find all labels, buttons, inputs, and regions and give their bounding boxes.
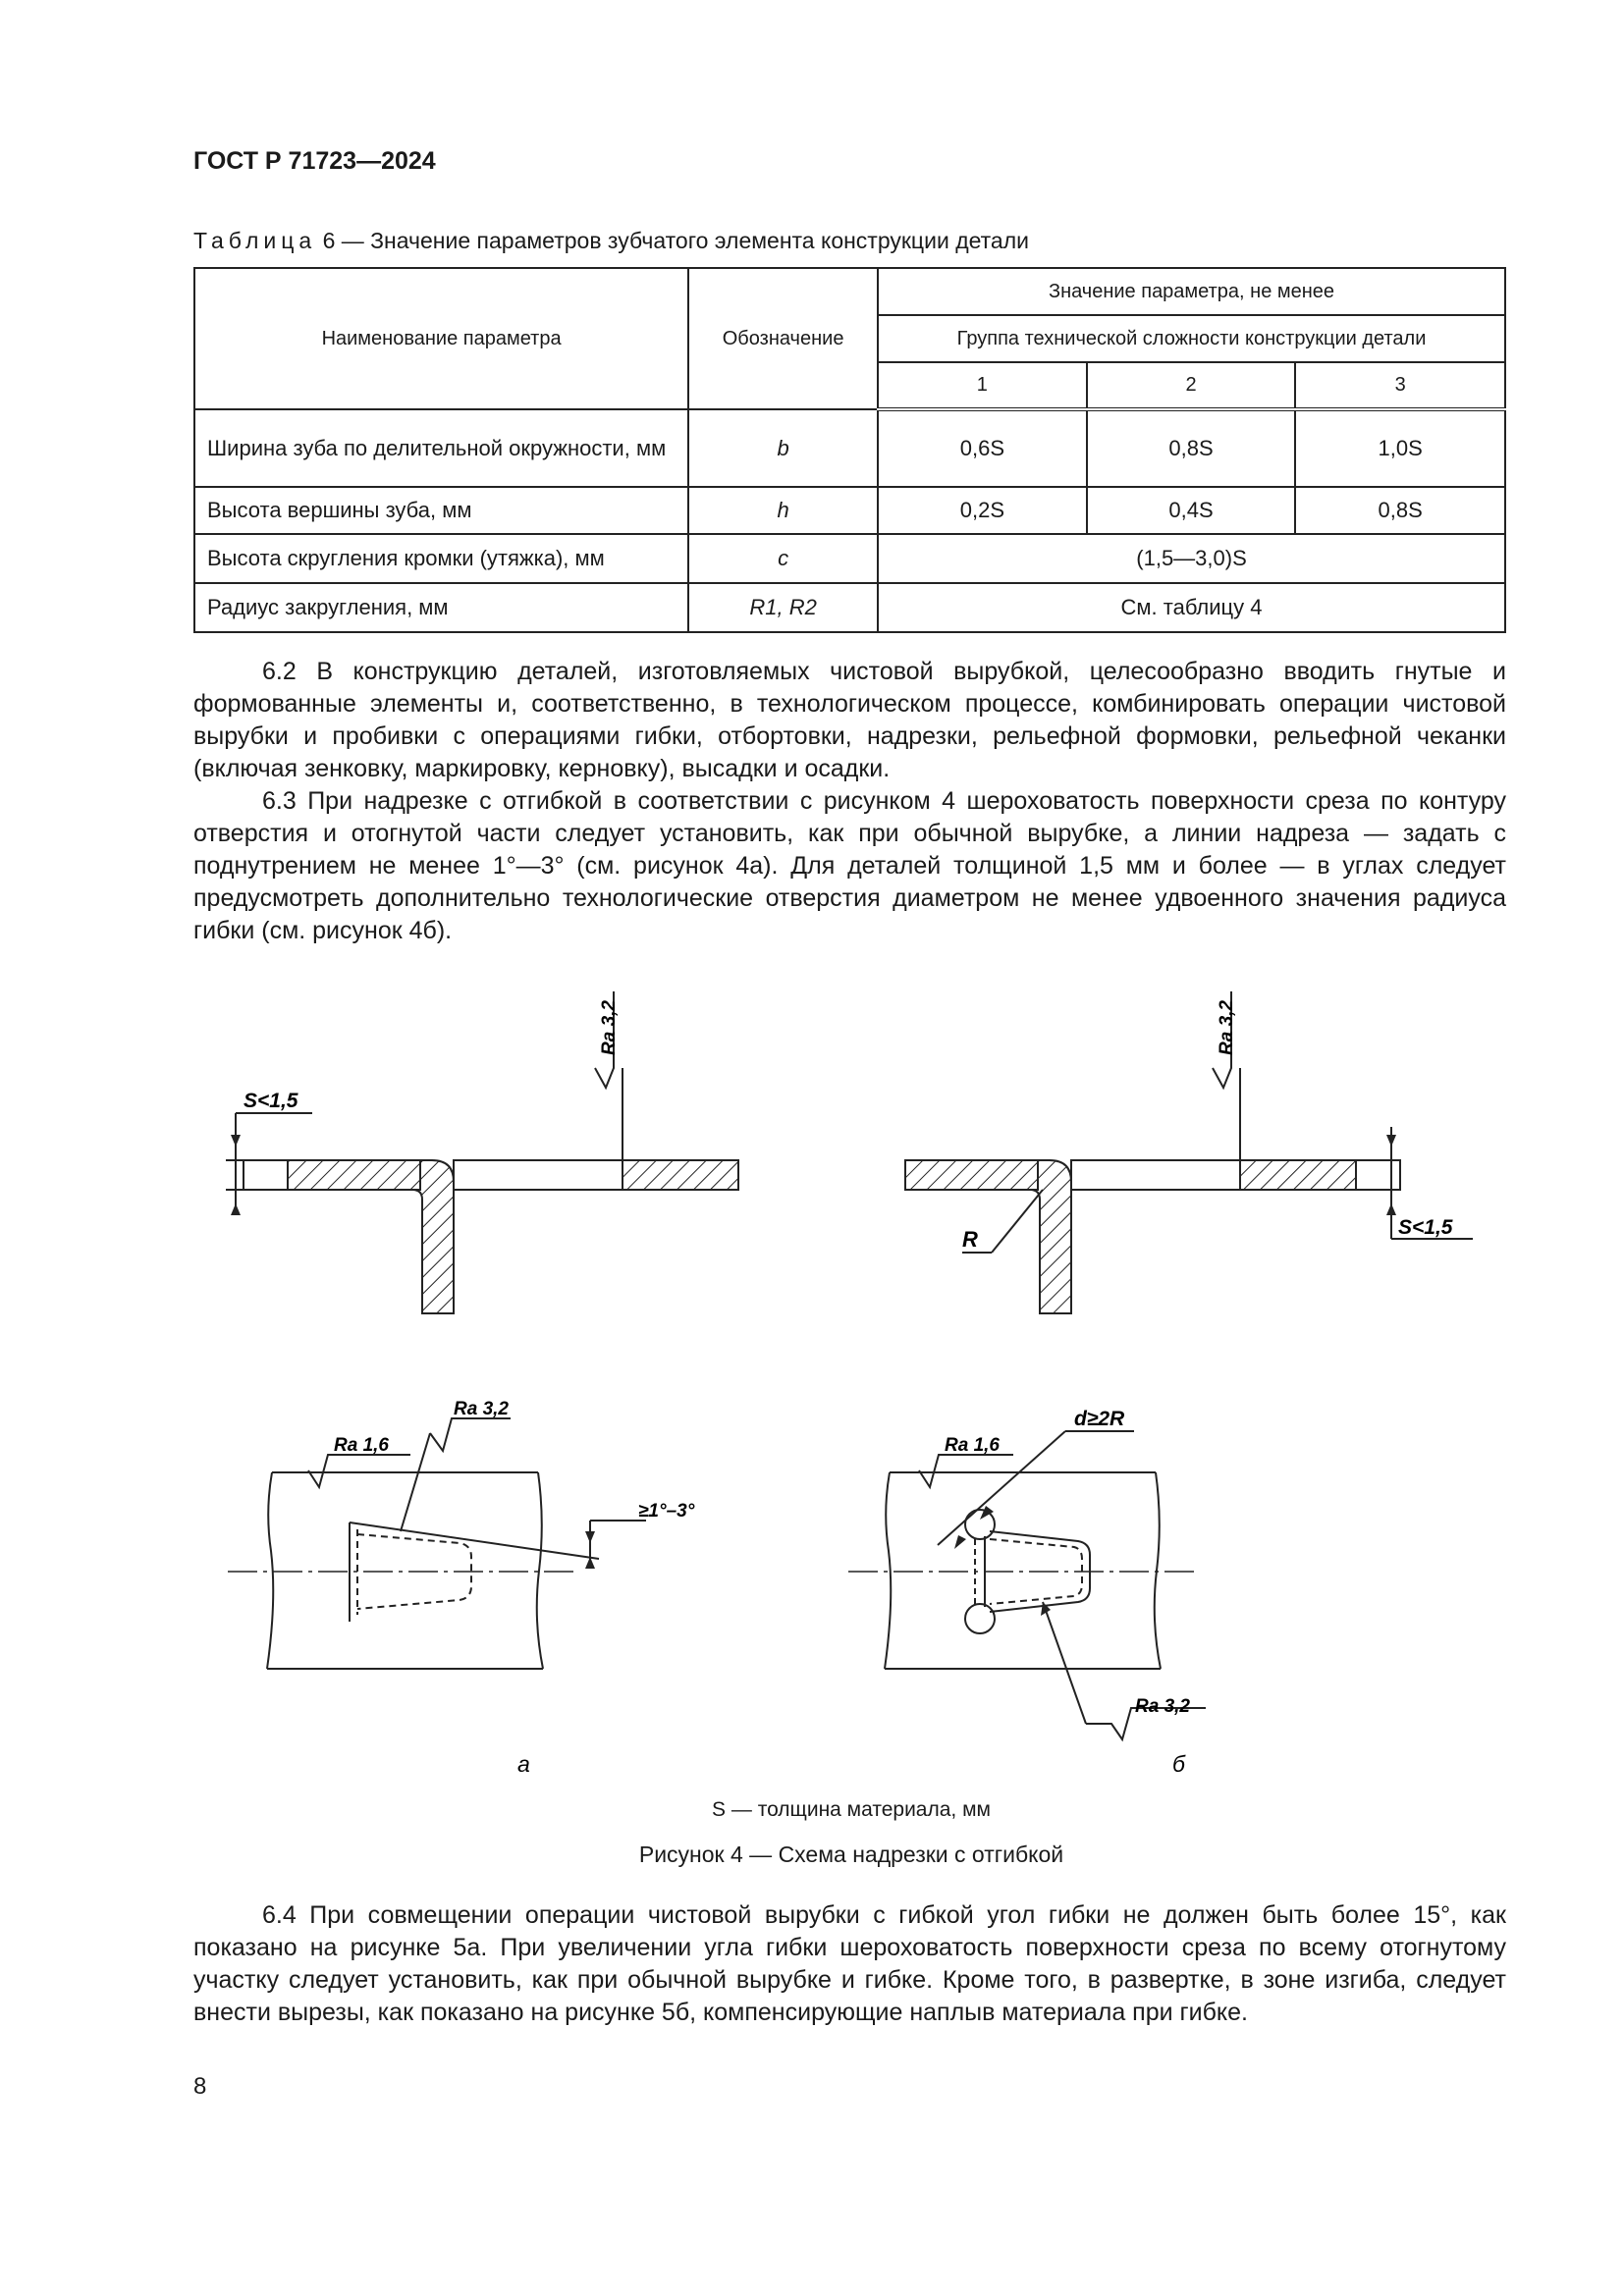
figure-legend: S — толщина материала, мм <box>712 1798 991 1821</box>
angle-label: ≥1°–3° <box>638 1501 695 1522</box>
page-number: 8 <box>193 2073 207 2100</box>
row-name: Радиус закругления, мм <box>194 583 688 632</box>
paragraph-6-2: 6.2 В конструкцию деталей, изготовляемых чистовой вырубкой, целесообразно вводить гнутые и формованные элементы и, соответственно, в технологическом процессе, комбинировать операции чистовой вырубки и пробивки с операциями гибки, отбортовки, надрезки, рельефной формовки, рельефной чеканки (включая зенковку, маркировку, керновку), высадки и осадки. <box>193 658 1506 782</box>
header-symbol: Обозначение <box>688 268 878 409</box>
subfigure-label-a: а <box>517 1751 530 1777</box>
notch-plan-left <box>228 1418 646 1669</box>
row-value: 0,8S <box>1295 487 1505 534</box>
row-merged-value: (1,5—3,0)S <box>878 534 1505 583</box>
row-name: Ширина зуба по делительной окружности, мм <box>194 409 688 487</box>
table-row <box>194 409 1505 487</box>
header-group: Группа технической сложности конструкции детали <box>878 315 1505 362</box>
row-value: 0,2S <box>878 487 1087 534</box>
row-value: 0,8S <box>1087 409 1296 487</box>
header-group-1: 1 <box>878 362 1087 409</box>
roughness-label-16-right: Ra 1,6 <box>945 1435 1000 1456</box>
header-value: Значение параметра, не менее <box>878 268 1505 315</box>
paragraph-6-3: 6.3 При надрезке с отгибкой в соответствии с рисунком 4 шероховатость поверхности среза по контуру отверстия и отогнутой части следует установить, как при обычной вырубке, а линии надреза — задать с поднутрением не менее 1°—3° (см. рисунок 4а). Для деталей толщиной 1,5 мм и более — в углах следует предусмотреть дополнительно технологические отверстия диаметром не менее удвоенного значения радиуса гибки (см. рисунок 4б). <box>193 787 1506 944</box>
thickness-label-right: S<1,5 <box>1398 1216 1453 1239</box>
row-symbol: h <box>688 487 878 534</box>
row-merged-value: См. таблицу 4 <box>878 583 1505 632</box>
bend-section-right <box>905 991 1473 1313</box>
roughness-label-right: Ra 3,2 <box>1217 1000 1237 1055</box>
radius-label: R <box>962 1227 978 1252</box>
row-value: 1,0S <box>1295 409 1505 487</box>
figure-4 <box>0 972 1624 1777</box>
header-group-2: 2 <box>1087 362 1296 409</box>
table-row <box>194 583 1505 632</box>
roughness-label-32-left: Ra 3,2 <box>454 1399 509 1419</box>
body-text-lower <box>193 1899 1506 2029</box>
body-text-upper <box>193 656 1506 947</box>
row-symbol: c <box>688 534 878 583</box>
header-param-name: Наименование параметра <box>194 268 688 409</box>
row-name: Высота скругления кромки (утяжка), мм <box>194 534 688 583</box>
subfigure-label-b: б <box>1172 1751 1185 1777</box>
roughness-label-16-left: Ra 1,6 <box>334 1435 389 1456</box>
paragraph-6-4: 6.4 При совмещении операции чистовой вырубки с гибкой угол гибки не должен быть более 15°, как показано на рисунке 5а. При увеличении угла гибки шероховатость поверхности среза по всему отогнутому участку следует установить, как при обычной вырубке и гибке. Кроме того, в развертке, в зоне изгиба, следует внести вырезы, как показано на рисунке 5б, компенсирующие наплыв материала при гибке. <box>193 1901 1506 2026</box>
table-caption-text: 6 — Значение параметров зубчатого элемента конструкции детали <box>316 228 1029 253</box>
bend-section-left <box>226 991 738 1313</box>
table-row <box>194 487 1505 534</box>
hole-label: d≥2R <box>1074 1408 1125 1430</box>
notch-plan-right <box>848 1431 1206 1739</box>
table-caption-label: Таблица <box>193 228 317 253</box>
figure-caption: Рисунок 4 — Схема надрезки с отгибкой <box>638 1842 1064 1867</box>
parameters-table <box>193 267 1506 633</box>
header-group-3: 3 <box>1295 362 1505 409</box>
row-symbol: R1, R2 <box>688 583 878 632</box>
roughness-label-32-right: Ra 3,2 <box>1135 1696 1190 1717</box>
thickness-label-left: S<1,5 <box>244 1090 298 1112</box>
table-caption <box>193 228 1029 254</box>
document-header: ГОСТ Р 71723—2024 <box>193 147 436 175</box>
row-value: 0,6S <box>878 409 1087 487</box>
row-symbol: b <box>688 409 878 487</box>
roughness-label-left: Ra 3,2 <box>599 1000 620 1055</box>
table-row <box>194 534 1505 583</box>
row-name: Высота вершины зуба, мм <box>194 487 688 534</box>
row-value: 0,4S <box>1087 487 1296 534</box>
